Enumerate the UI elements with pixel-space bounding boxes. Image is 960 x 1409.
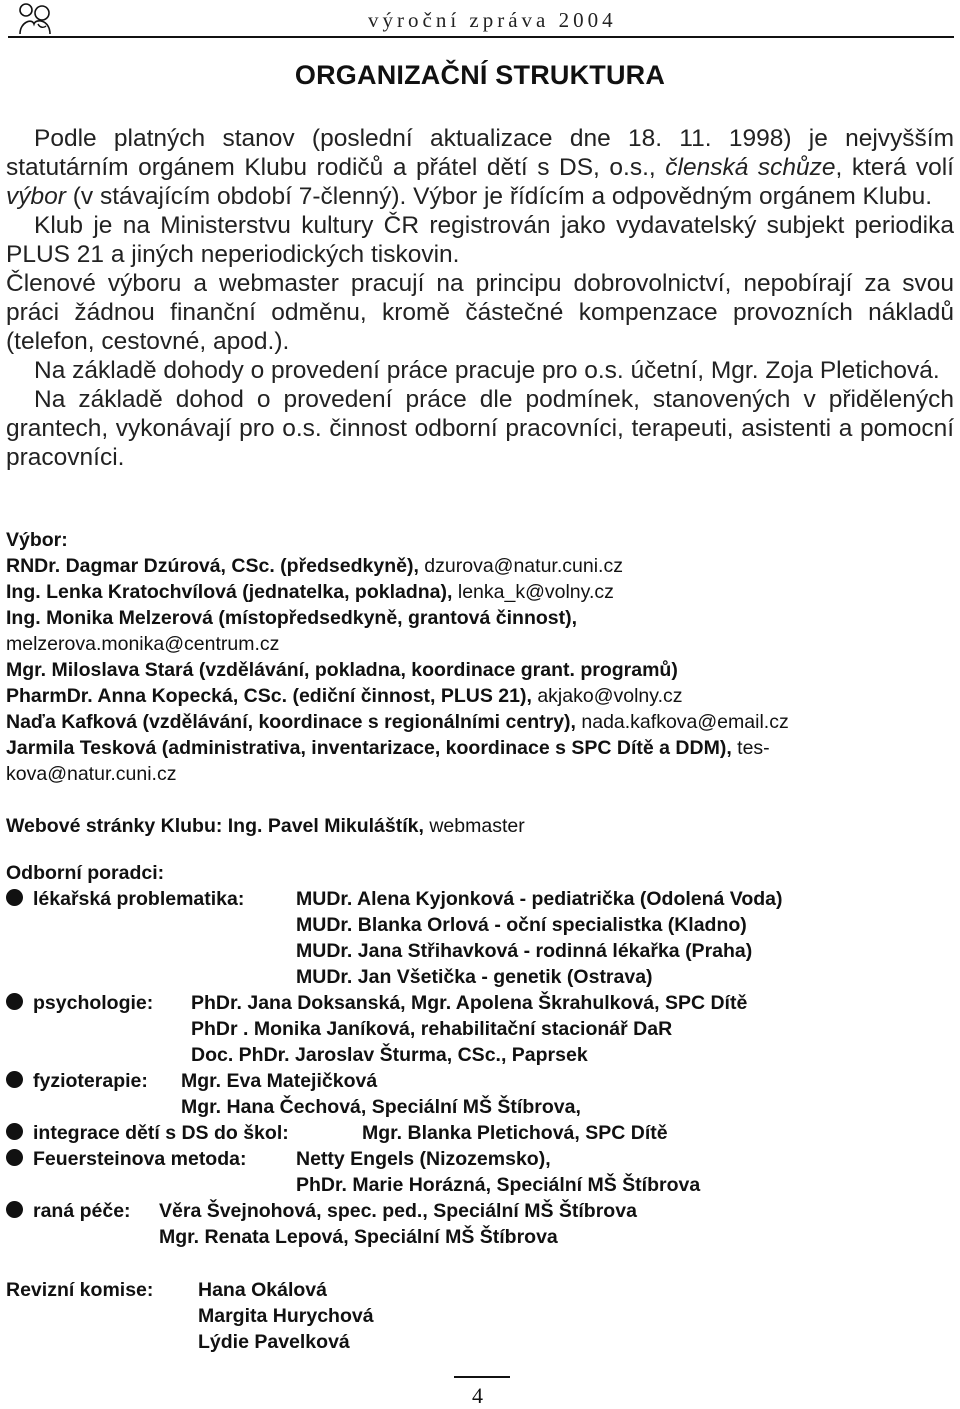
advisor-row: MUDr. Jan Všetička - genetik (Ostrava) (296, 966, 653, 988)
advisor-row: Mgr. Hana Čechová, Speciální MŠ Štíbrova, (181, 1096, 581, 1118)
page-title: ORGANIZAČNÍ STRUKTURA (294, 60, 666, 90)
committee-member: Jarmila Tesková (administrativa, inventarizace, koordinace s SPC Dítě a DDM), tes- (6, 737, 770, 759)
advisor-row: raná péče: Věra Švejnohová, spec. ped., Speciální MŠ Štíbrova (6, 1198, 954, 1224)
advisor-row: Mgr. Renata Lepová, Speciální MŠ Štíbrova (159, 1226, 558, 1248)
committee-member: Mgr. Miloslava Stará (vzdělávání, pokladna, koordinace grant. programů) (6, 659, 678, 681)
committee-member-email: melzerova.monika@centrum.cz (6, 633, 280, 655)
committee-member: Ing. Monika Melzerová (místopředsedkyně, grantová činnost), (6, 607, 578, 629)
page-header (0, 0, 960, 44)
committee-member: Ing. Lenka Kratochvílová (jednatelka, pokladna), lenka_k@volny.cz (6, 581, 614, 603)
intro-paragraph: Na základě dohody o provedení práce pracuje pro o.s. účetní, Mgr. Zoja Pletichová. (34, 357, 940, 384)
advisor-row: Doc. PhDr. Jaroslav Šturma, CSc., Paprsek (191, 1044, 588, 1066)
bullet-icon (6, 889, 23, 906)
header-title: výroční zpráva 2004 (368, 8, 617, 32)
intro-paragraph: Členové výboru a webmaster pracují na principu dobrovolnictví, nepobírají za svou práci žádnou finanční odměnu, kromě částečné kompenzace provozních nákladů (telefon, cestovné, apod.). (6, 270, 954, 355)
audit-committee (6, 1277, 606, 1355)
committee-member: Naďa Kafková (vzdělávání, koordinace s regionálními centry), nada.kafkova@email.cz (6, 711, 789, 733)
committee-label: Výbor: (6, 529, 68, 551)
webmaster-line: Webové stránky Klubu: Ing. Pavel Mikuláštík, webmaster (6, 815, 525, 837)
bullet-icon (6, 1149, 23, 1166)
bullet-icon (6, 1071, 23, 1088)
advisor-row: PhDr . Monika Janíková, rehabilitační stacionář DaR (191, 1018, 673, 1040)
intro-text (6, 124, 954, 472)
committee-member-email: kova@natur.cuni.cz (6, 763, 177, 785)
advisor-row: Feuersteinova metoda: Netty Engels (Nizozemsko), (6, 1146, 954, 1172)
intro-paragraph: Podle platných stanov (poslední aktualizace dne 18. 11. 1998) je nejvyšším statutárním orgánem Klubu rodičů a přátel dětí s DS, o.s., členská schůze, která volí výbor (v stávajícím období 7-členný). Výbor je řídícím a odpovědným orgánem Klubu. (6, 125, 954, 210)
footer-rule (454, 1376, 510, 1378)
advisors-section (6, 860, 954, 1250)
advisors-label: Odborní poradci: (6, 862, 165, 884)
audit-member: Margita Hurychová (198, 1305, 374, 1327)
audit-member: Hana Okálová (198, 1279, 327, 1301)
bullet-icon (6, 1201, 23, 1218)
intro-paragraph: Na základě dohod o provedení práce dle podmínek, stanovených v přidělených grantech, vykonávají pro o.s. činnost odborní pracovníci, terapeuti, asistenti a pomocní pracovníci. (6, 386, 954, 471)
bullet-icon (6, 993, 23, 1010)
header-rule (8, 36, 954, 38)
advisor-row: MUDr. Jana Střihavková - rodinná lékařka (Praha) (296, 940, 753, 962)
advisor-row: lékařská problematika: MUDr. Alena Kyjonková - pediatrička (Odolená Voda) (6, 886, 954, 912)
audit-label: Revizní komise: (6, 1279, 154, 1301)
committee-member: RNDr. Dagmar Dzúrová, CSc. (předsedkyně), dzurova@natur.cuni.cz (6, 555, 623, 577)
intro-paragraph: Klub je na Ministerstvu kultury ČR registrován jako vydavatelský subjekt periodika PLUS 21 a jiných neperiodických tiskovin. (6, 212, 954, 268)
advisor-row: psychologie: PhDr. Jana Doksanská, Mgr. Apolena Škrahulková, SPC Dítě (6, 990, 954, 1016)
audit-member: Lýdie Pavelková (198, 1331, 350, 1353)
advisor-row: PhDr. Marie Horázná, Speciální MŠ Štíbrova (296, 1174, 701, 1196)
club-logo-icon (10, 0, 66, 36)
committee-member: PharmDr. Anna Kopecká, CSc. (ediční činnost, PLUS 21), akjako@volny.cz (6, 685, 683, 707)
advisor-row: MUDr. Blanka Orlová - oční specialistka (Kladno) (296, 914, 747, 936)
committee-section (6, 527, 789, 787)
advisor-row: integrace dětí s DS do škol: Mgr. Blanka Pletichová, SPC Dítě (6, 1120, 954, 1146)
advisor-row: fyzioterapie: Mgr. Eva Matejičková (6, 1068, 954, 1094)
bullet-icon (6, 1123, 23, 1140)
page-number: 4 (472, 1383, 483, 1408)
